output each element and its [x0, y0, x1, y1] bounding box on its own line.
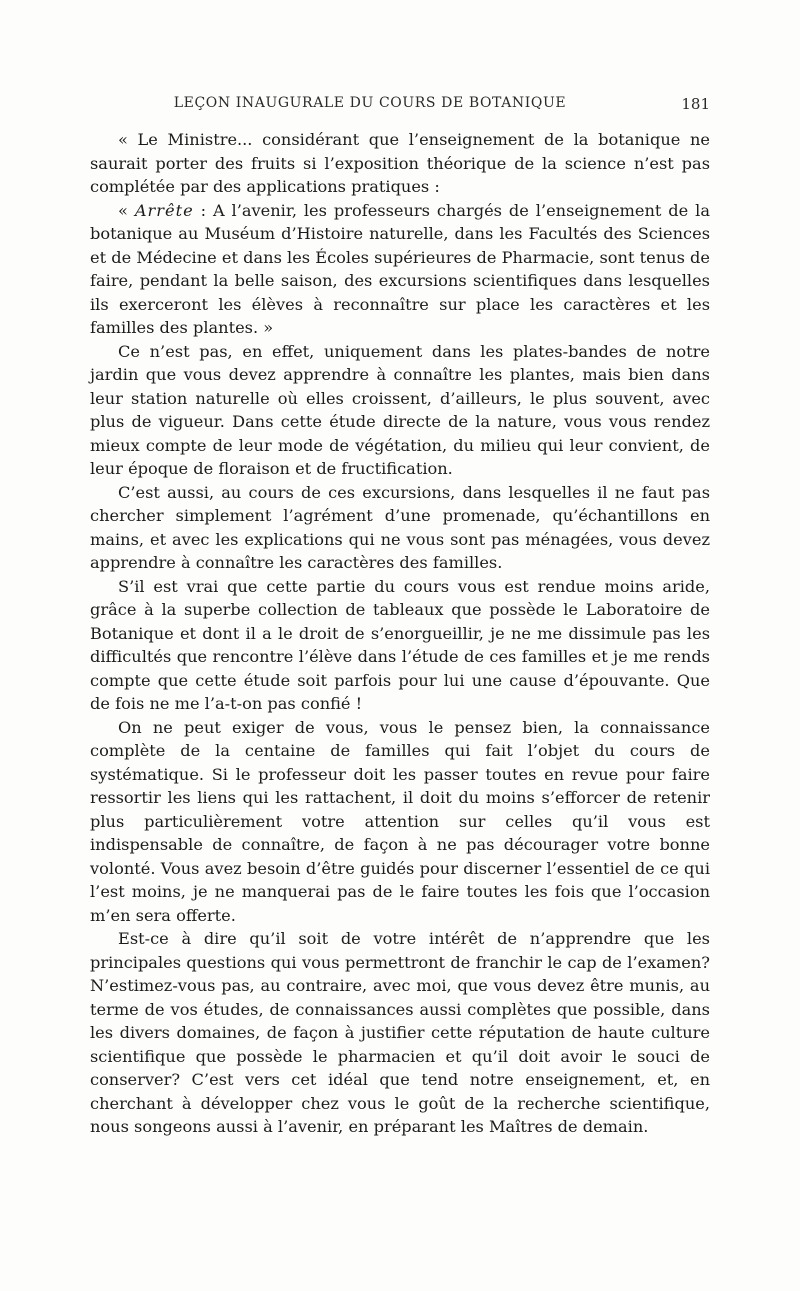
body-text	[90, 128, 710, 1139]
paragraph-examen: Est-ce à dire qu’il soit de votre intérêt de n’apprendre que les principales questions qui vous permettront de franchir le cap de l’examen? N’estimez-vous pas, au contraire, avec moi, que vous devez être munis, au terme de vos études, de connaissances aussi complètes que possible, dans les divers domaines, de façon à justifier cette réputation de haute culture scientifique que possède le pharmacien et qu’il doit avoir le souci de conserver? C’est vers cet idéal que tend notre enseignement, et, en cherchant à développer chez vous le goût de la recherche scientifique, nous songeons aussi à l’avenir, en préparant les Maîtres de demain.	[90, 929, 710, 1136]
arrete-open-quote: «	[118, 200, 135, 220]
running-title: LEÇON INAUGURALE DU COURS DE BOTANIQUE	[173, 95, 567, 111]
paragraph-arrete	[90, 199, 710, 340]
paragraph-excursions: C’est aussi, au cours de ces excursions, dans lesquelles il ne faut pas chercher simplement l’agrément d’une promenade, qu’échantillons en mains, et avec les explications qui ne vous sont pas ménagées, vous devez apprendre à connaître les caractères des familles.	[90, 482, 710, 572]
paragraph-familles: On ne peut exiger de vous, vous le pensez bien, la connaissance complète de la centaine de familles qui fait l’objet du cours de systématique. Si le professeur doit les passer toutes en revue pour faire ressortir les liens qui les rattachent, il doit du moins s’efforcer de retenir plus particulièrement votre attention sur celles qu’il vous est indispensable de connaître, de façon à ne pas décourager votre bonne volonté. Vous avez besoin d’être guidés pour discerner l’essentiel de ce qui l’est moins, je ne manquerai pas de le faire toutes les fois que l’occasion m’en sera offerte.	[90, 717, 710, 925]
paragraph-tableaux: S’il est vrai que cette partie du cours vous est rendue moins aride, grâce à la superbe collection de tableaux que possède le Laboratoire de Botanique et dont il a le droit de s’enorgueillir, je ne me dissimule pas les difficultés que rencontre l’élève dans l’étude de ces familles et je me rends compte que cette étude soit parfois pour lui une cause d’épouvante. Que de fois ne me l’a-t-on pas confié !	[90, 576, 710, 713]
page-number: 181	[681, 95, 710, 113]
paragraph-ministre: « Le Ministre... considérant que l’enseignement de la botanique ne saurait porter des fruits si l’exposition théorique de la science n’est pas complétée par des applications pratiques :	[90, 130, 710, 196]
arrete-text: : A l’avenir, les professeurs chargés de l’enseignement de la botanique au Muséum d’Histoire naturelle, dans les Facultés des Sciences et de Médecine et dans les Écoles supérieures de Pharmacie, sont tenus de faire, pendant la belle saison, des excursions scientifiques dans lesquelles ils exerceront les élèves à reconnaître sur place les caractères et les familles des plantes. »	[90, 200, 710, 337]
paragraph-plates-bandes: Ce n’est pas, en effet, uniquement dans les plates-bandes de notre jardin que vous devez apprendre à connaître les plantes, mais bien dans leur station naturelle où elles croissent, d’ailleurs, le plus souvent, avec plus de vigueur. Dans cette étude directe de la nature, vous vous rendez mieux compte de leur mode de végétation, du milieu qui leur convient, de leur époque de floraison et de fructification.	[90, 341, 710, 478]
arrete-label: Arrête	[134, 200, 194, 220]
running-head	[90, 95, 710, 117]
